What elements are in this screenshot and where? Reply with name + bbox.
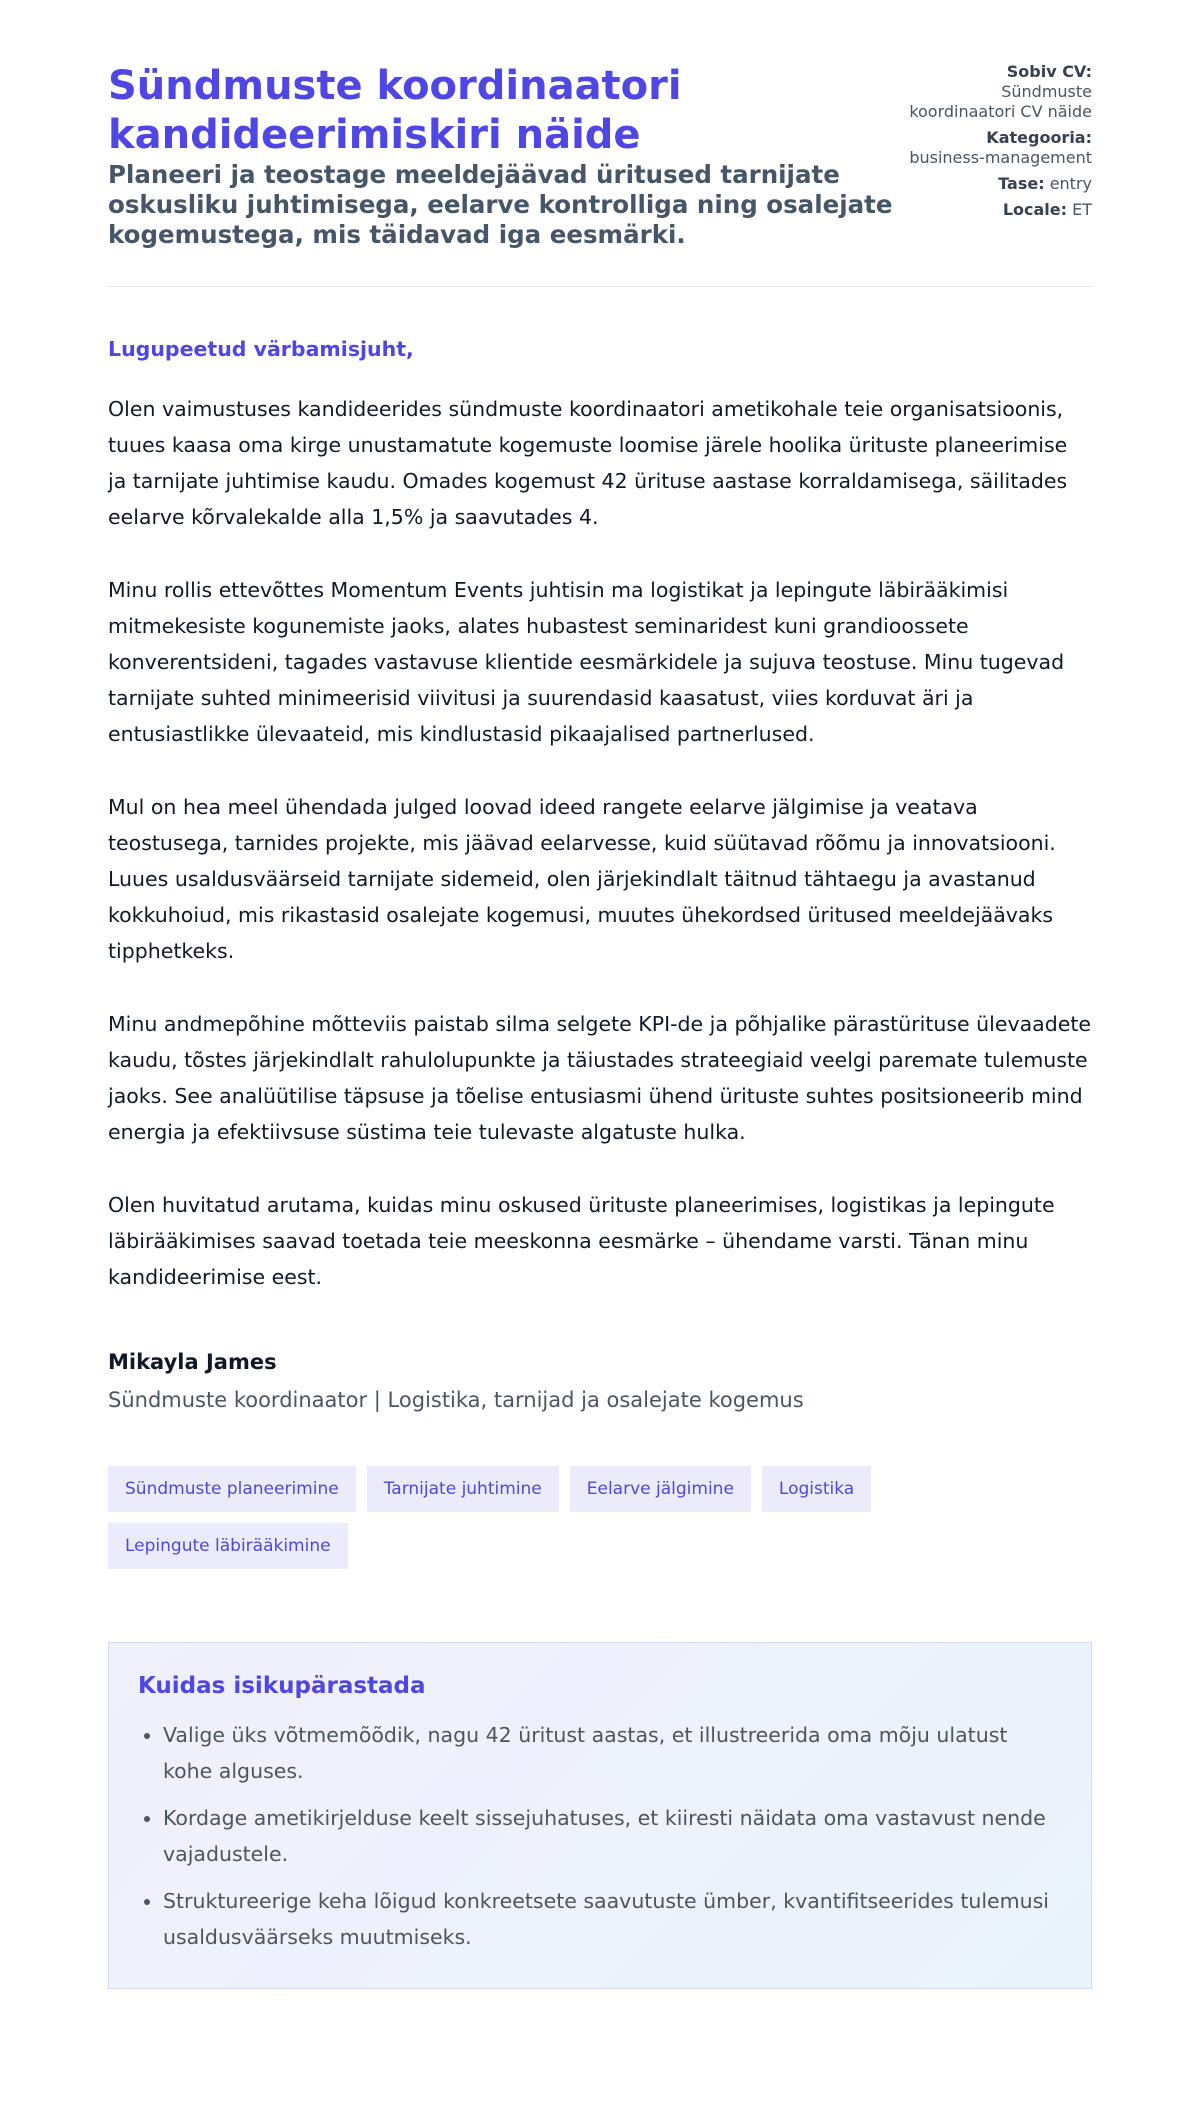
personalization-tips-box — [108, 1642, 1092, 1989]
skill-tag: Sündmuste planeerimine — [108, 1466, 356, 1512]
salutation: Lugupeetud värbamisjuht, — [108, 337, 414, 361]
meta-locale — [895, 200, 1092, 220]
skill-tag: Lepingute läbirääkimine — [108, 1523, 348, 1569]
skill-tags — [108, 1466, 948, 1569]
page-header — [108, 62, 1092, 287]
signature-role: Sündmuste koordinaator | Logistika, tarnijad ja osalejate kogemus — [108, 1388, 804, 1412]
meta-category-label: Kategooria: — [986, 128, 1092, 147]
page-title: Sündmuste koordinaatori kandideerimiskiri näide — [108, 63, 682, 158]
meta-cv-label: Sobiv CV: — [1006, 62, 1092, 81]
letter-paragraph: Minu rollis ettevõttes Momentum Events juhtisin ma logistikat ja lepingute läbirääkimisi mitmekesiste kogunemiste jaoks, alates hubastest seminaridest kuni grandioossete konverentsideni, tagades vastavuse klientide eesmärkidele ja sujuva teostuse. Minu tugevad tarnijate suhted minimeerisid viivitusi ja suurendasid kaasatust, viies korduvat äri ja entusiastlikke ülevaateid, mis kindlustasid pikaajalised partnerlused. — [108, 578, 1065, 746]
meta-level-value: entry — [1049, 174, 1092, 193]
meta-panel — [895, 62, 1092, 226]
meta-level-label: Tase: — [998, 174, 1045, 193]
tip-item: • Valige üks võtmemõõdik, nagu 42 üritust aastas, et illustreerida oma mõju ulatust kohe alguses. — [163, 1717, 1062, 1789]
meta-locale-label: Locale: — [1002, 200, 1068, 219]
signature-name: Mikayla James — [108, 1350, 277, 1374]
letter-paragraph: Olen vaimustuses kandideerides sündmuste koordinaatori ametikohale teie organisatsioonis, tuues kaasa oma kirge unustamatute kogemuste loomise järele hoolika ürituste planeerimise ja tarnijate juhtimise kaudu. Omades kogemust 42 ürituse aastase korraldamisega, säilitades eelarve kõrvalekalde alla 1,5% ja saavutades 4. — [108, 397, 1068, 529]
title-block — [108, 62, 895, 250]
meta-category-value: business-management — [909, 148, 1092, 167]
page-subtitle: Planeeri ja teostage meeldejäävad üritused tarnijate oskusliku juhtimisega, eelarve kontrolliga ning osalejate kogemustega, mis täidavad iga eesmärki. — [108, 160, 893, 249]
tips-title: Kuidas isikupärastada — [138, 1673, 426, 1699]
skill-tag: Logistika — [762, 1466, 871, 1512]
meta-locale-value: ET — [1072, 200, 1092, 219]
tip-item: • Struktureerige keha lõigud konkreetsete saavutuste ümber, kvantifitseerides tulemusi usaldusväärseks muutmiseks. — [163, 1883, 1062, 1955]
skill-tag: Eelarve jälgimine — [570, 1466, 751, 1512]
tip-item: • Kordage ametikirjelduse keelt sissejuhatuses, et kiiresti näidata oma vastavust nende vajadustele. — [163, 1800, 1062, 1872]
letter-body — [108, 391, 1092, 1295]
tips-list — [138, 1717, 1062, 1955]
meta-level — [895, 174, 1092, 194]
letter-paragraph: Mul on hea meel ühendada julged loovad ideed rangete eelarve jälgimise ja veatava teostusega, tarnides projekte, mis jäävad eelarvesse, kuid süütavad rõõmu ja innovatsiooni. Luues usaldusväärseid tarnijate sidemeid, olen järjekindlalt täitnud tähtaegu ja avastanud kokkuhoiud, mis rikastasid osalejate kogemusi, muutes ühekordsed üritused meeldejäävaks tipphetkeks. — [108, 795, 1056, 963]
meta-cv — [895, 62, 1092, 122]
meta-cv-value: Sündmuste koordinaatori CV näide — [909, 82, 1092, 121]
skill-tag: Tarnijate juhtimine — [367, 1466, 559, 1512]
letter-paragraph: Minu andmepõhine mõtteviis paistab silma selgete KPI-de ja põhjalike pärastürituse ülevaadete kaudu, tõstes järjekindlalt rahulolupunkte ja täiustades strateegiaid veelgi paremate tulemuste jaoks. See analüütilise täpsuse ja tõelise entusiasmi ühend ürituste suhtes positsioneerib mind energia ja efektiivsuse süstima teie tulevaste algatuste hulka. — [108, 1012, 1091, 1144]
meta-category — [895, 128, 1092, 168]
letter-paragraph: Olen huvitatud arutama, kuidas minu oskused ürituste planeerimises, logistikas ja lepingute läbirääkimises saavad toetada teie meeskonna eesmärke – ühendame varsti. Tänan minu kandideerimise eest. — [108, 1193, 1055, 1289]
